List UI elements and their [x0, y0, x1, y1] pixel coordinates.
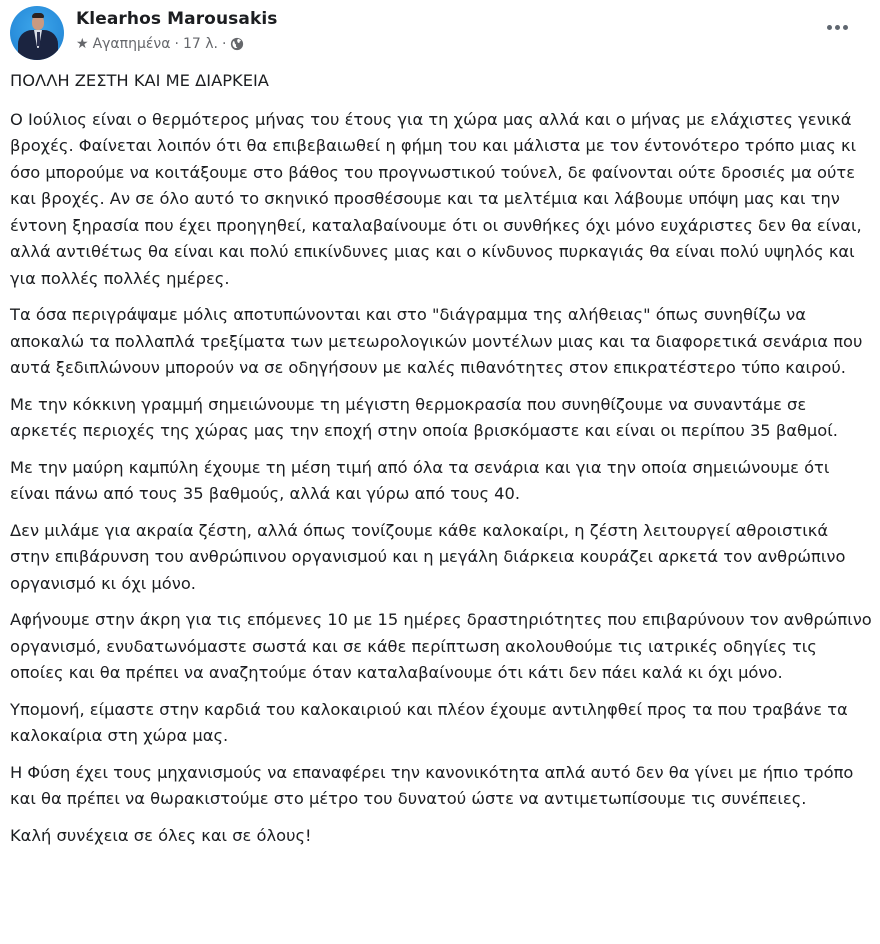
post-paragraph: Υπομονή, είμαστε στην καρδιά του καλοκαιριού και πλέον έχουμε αντιληφθεί προς τα που τραβάνε τα καλοκαίρια στη χώρα μας.: [10, 699, 848, 745]
post-paragraph: Αφήνουμε στην άκρη για τις επόμενες 10 με 15 ημέρες δραστηριότητες που επιβαρύνουν τον ανθρώπινο οργανισμό, ενυδατωνόμαστε σωστά και σε κάθε περίπτωση ακολουθούμε τις ιατρικές οδηγίες τις οποίες και θα πρέπει να αναζητούμε όταν καταλαβαίνουμε ότι κάτι δεν πάει καλά κι όχι μόνο.: [10, 610, 872, 682]
more-options-button[interactable]: [822, 16, 852, 38]
avatar-figure-tie: [37, 32, 40, 46]
meta-separator: ·: [221, 36, 227, 52]
globe-icon[interactable]: [230, 37, 244, 51]
post-header: [10, 6, 870, 62]
more-options-dot: [843, 25, 848, 30]
author-avatar[interactable]: [10, 6, 64, 60]
post-body: [10, 68, 872, 859]
post-paragraph: Ο Ιούλιος είναι ο θερμότερος μήνας του έτους για τη χώρα μας αλλά και ο μήνας με ελάχιστες γενικά βροχές. Φαίνεται λοιπόν ότι θα επιβεβαιωθεί η φήμη του και μάλιστα με τον έντονότερο τρόπο μιας κι όσο μπορούμε να κοιτάξουμε στο βάθος του προγνωστικού τούνελ, δε φαίνονται ούτε δροσιές μα ούτε και βροχές. Αν σε όλο αυτό το σκηνικό προσθέσουμε και τα μελτέμια και λάβουμε υπόψη μας και την έντονη ξηρασία που έχει προηγηθεί, καταλαβαίνουμε ότι οι συνθήκες όχι μόνο ευχάριστες δεν θα είναι, αλλά αντιθέτως θα είναι και πολύ επικίνδυνες μιας και ο κίνδυνος πυρκαγιάς θα είναι πολύ υψηλός και για πολλές πολλές ημέρες.: [10, 109, 862, 288]
post-paragraph: Η Φύση έχει τους μηχανισμούς να επαναφέρει την κανονικότητα απλά αυτό δεν θα γίνει με ήπιο τρόπο και θα πρέπει να θωρακιστούμε στο μέτρο του δυνατού ώστε να αντιμετωπίσουμε τις συνέπειες.: [10, 762, 854, 808]
star-icon: ★: [76, 36, 89, 52]
more-options-dot: [827, 25, 832, 30]
meta-separator: ·: [174, 36, 179, 52]
post-paragraph: Καλή συνέχεια σε όλες και σε όλους!: [10, 825, 312, 845]
post-paragraph: Δεν μιλάμε για ακραία ζέστη, αλλά όπως τονίζουμε κάθε καλοκαίρι, η ζέστη λειτουργεί αθροιστικά στην επιβάρυνση του ανθρώπινου οργανισμού και η μεγάλη διάρκεια κουράζει αρκετά τον ανθρώπινο οργανισμό κι όχι μόνο.: [10, 520, 846, 593]
post-meta: [76, 36, 244, 52]
post-title: ΠΟΛΛΗ ΖΕΣΤΗ ΚΑΙ ΜΕ ΔΙΑΡΚΕΙΑ: [10, 71, 269, 90]
author-name-link[interactable]: Klearhos Marousakis: [76, 9, 278, 29]
audience-label[interactable]: Αγαπημένα: [92, 36, 171, 52]
post-paragraph: Με την μαύρη καμπύλη έχουμε τη μέση τιμή από όλα τα σενάρια και για την οποία σημειώνουμε ότι είναι πάνω από τους 35 βαθμούς, αλλά και γύρω από τους 40.: [10, 457, 830, 503]
post-paragraph: Με την κόκκινη γραμμή σημειώνουμε τη μέγιστη θερμοκρασία που συνηθίζουμε να συναντάμε σε αρκετές περιοχές της χώρας μας την εποχή στην οποία βρισκόμαστε και είναι οι περίπου 35 βαθμοί.: [10, 394, 838, 440]
more-options-dot: [835, 25, 840, 30]
post-timestamp[interactable]: 17 λ.: [182, 36, 218, 52]
post-paragraph: Τα όσα περιγράψαμε μόλις αποτυπώνονται και στο "διάγραμμα της αλήθειας" όπως συνηθίζω να αποκαλώ τα πολλαπλά τρεξίματα των μετεωρολογικών μοντέλων μιας και τα διαφορετικά σενάρια που αυτά ξεδιπλώνουν μπορούν να σε οδηγήσουν με καλές πιθανότητες στον επικρατέστερο τύπο καιρού.: [10, 305, 863, 377]
avatar-figure-hair: [32, 13, 44, 18]
